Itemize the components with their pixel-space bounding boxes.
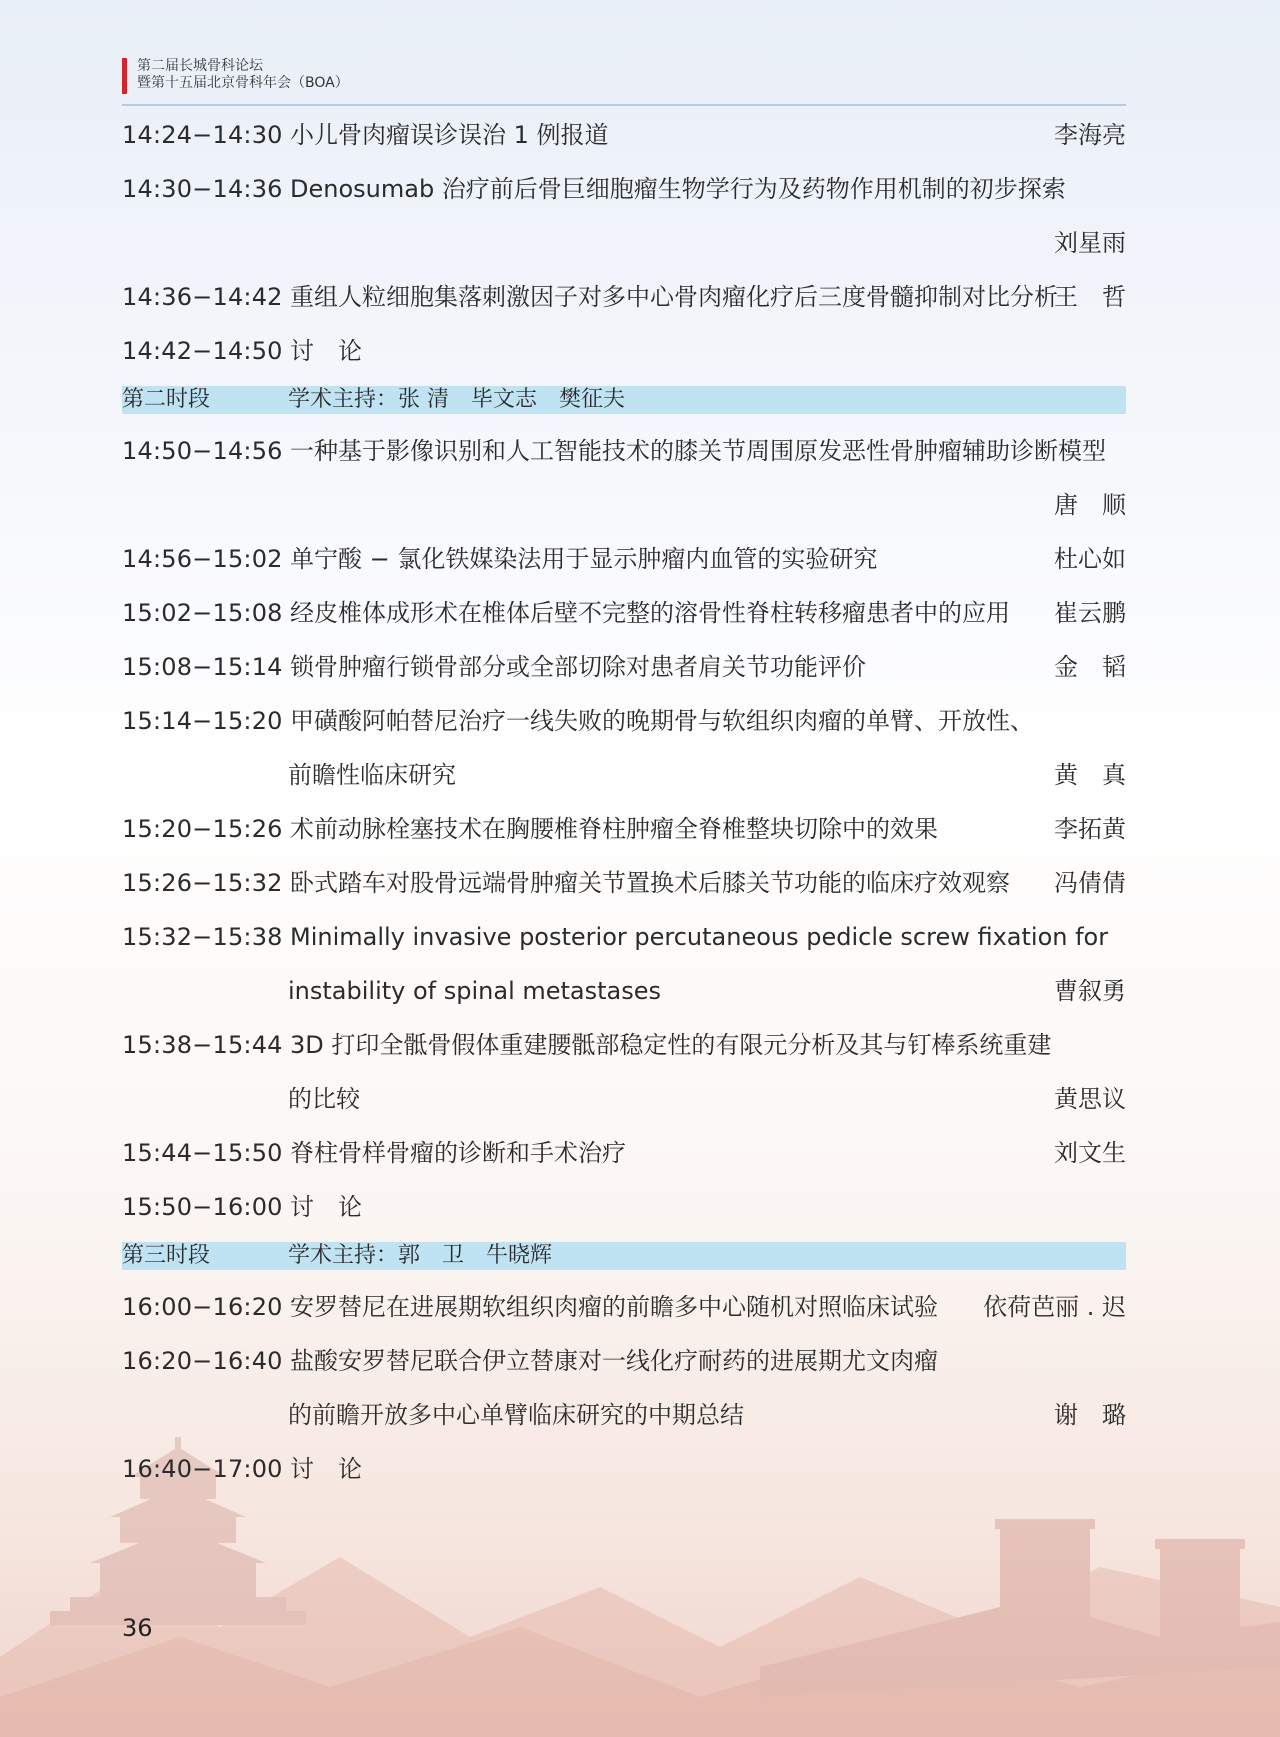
talk-speaker: 刘文生 (1054, 1139, 1126, 1167)
talk-speaker: 曹叙勇 (1054, 977, 1126, 1005)
talk-title: 甲磺酸阿帕替尼治疗一线失败的晚期骨与软组织肉瘤的单臂、开放性、 (290, 707, 1034, 735)
talk-title: 盐酸安罗替尼联合伊立替康对一线化疗耐药的进展期尤文肉瘤 (290, 1347, 938, 1375)
schedule-list (122, 108, 1126, 1496)
schedule-row-continuation (122, 1388, 1126, 1442)
talk-speaker: 冯倩倩 (1054, 869, 1126, 897)
talk-time: 14:24−14:30 (122, 121, 283, 149)
talk-time: 15:14−15:20 (122, 707, 283, 735)
schedule-row (122, 1180, 1126, 1234)
talk-time: 15:26−15:32 (122, 869, 283, 897)
schedule-row-continuation (122, 1072, 1126, 1126)
talk-time: 15:08−15:14 (122, 653, 283, 681)
talk-title: 重组人粒细胞集落刺激因子对多中心骨肉瘤化疗后三度骨髓抑制对比分析 (290, 283, 1058, 311)
schedule-row-continuation (122, 216, 1126, 270)
talk-time: 16:20−16:40 (122, 1347, 283, 1375)
talk-title: Minimally invasive posterior percutaneous pedicle screw fixation for (290, 923, 1109, 951)
talk-time: 14:30−14:36 (122, 175, 283, 203)
schedule-row (122, 802, 1126, 856)
schedule-row-continuation (122, 478, 1126, 532)
conference-subtitle: 暨第十五届北京骨科年会（BOA） (137, 75, 349, 91)
talk-speaker: 黄 真 (1054, 761, 1126, 789)
talk-title: 术前动脉栓塞技术在胸腰椎脊柱肿瘤全脊椎整块切除中的效果 (290, 815, 938, 843)
session-header (122, 1238, 1126, 1278)
talk-time: 15:02−15:08 (122, 599, 283, 627)
session-hosts: 学术主持：郭 卫 牛晓辉 (288, 1243, 553, 1268)
schedule-row (122, 162, 1126, 216)
talk-time: 15:38−15:44 (122, 1031, 283, 1059)
talk-title: 讨 论 (290, 337, 362, 365)
talk-title: 经皮椎体成形术在椎体后壁不完整的溶骨性脊柱转移瘤患者中的应用 (290, 599, 1010, 627)
talk-speaker: 金 韬 (1054, 653, 1126, 681)
session-hosts: 学术主持：张 清 毕文志 樊征夫 (288, 387, 625, 412)
page-number: 36 (122, 1614, 153, 1642)
talk-time: 14:56−15:02 (122, 545, 283, 573)
header-divider (122, 104, 1126, 106)
schedule-row (122, 532, 1126, 586)
talk-speaker: 刘星雨 (1054, 229, 1126, 257)
schedule-row (122, 324, 1126, 378)
talk-speaker: 杜心如 (1054, 545, 1126, 573)
schedule-row (122, 910, 1126, 964)
schedule-row (122, 1018, 1126, 1072)
talk-time: 15:44−15:50 (122, 1139, 283, 1167)
talk-speaker: 谢 璐 (1054, 1401, 1126, 1429)
talk-title: 脊柱骨样骨瘤的诊断和手术治疗 (290, 1139, 626, 1167)
schedule-row (122, 856, 1126, 910)
talk-title: 讨 论 (290, 1455, 362, 1483)
talk-speaker: 依荷芭丽 . 迟 (983, 1293, 1126, 1321)
talk-speaker: 李海亮 (1054, 121, 1126, 149)
talk-speaker: 黄思议 (1054, 1085, 1126, 1113)
talk-time: 15:50−16:00 (122, 1193, 283, 1221)
conference-header (122, 58, 349, 94)
talk-speaker: 唐 顺 (1054, 491, 1126, 519)
schedule-row-continuation (122, 748, 1126, 802)
schedule-row (122, 270, 1126, 324)
talk-title-continuation: instability of spinal metastases (288, 977, 662, 1005)
session-highlight-bar (122, 1242, 1126, 1270)
talk-title: 单宁酸 − 氯化铁媒染法用于显示肿瘤内血管的实验研究 (290, 545, 878, 573)
talk-title: 小儿骨肉瘤误诊误治 1 例报道 (290, 121, 609, 149)
talk-time: 16:40−17:00 (122, 1455, 283, 1483)
talk-time: 15:32−15:38 (122, 923, 283, 951)
schedule-row (122, 1126, 1126, 1180)
talk-time: 14:42−14:50 (122, 337, 283, 365)
schedule-row-continuation (122, 964, 1126, 1018)
schedule-row (122, 1334, 1126, 1388)
talk-time: 14:36−14:42 (122, 283, 283, 311)
session-label: 第三时段 (122, 1243, 211, 1268)
schedule-row (122, 694, 1126, 748)
session-header (122, 382, 1126, 422)
conference-title: 第二届长城骨科论坛 (137, 58, 263, 74)
schedule-row (122, 1442, 1126, 1496)
talk-speaker: 李拓黄 (1054, 815, 1126, 843)
schedule-row (122, 1280, 1126, 1334)
talk-speaker: 崔云鹏 (1054, 599, 1126, 627)
talk-title: 安罗替尼在进展期软组织肉瘤的前瞻多中心随机对照临床试验 (290, 1293, 938, 1321)
talk-title: 锁骨肿瘤行锁骨部分或全部切除对患者肩关节功能评价 (290, 653, 866, 681)
schedule-row (122, 586, 1126, 640)
talk-time: 16:00−16:20 (122, 1293, 283, 1321)
talk-title: 卧式踏车对股骨远端骨肿瘤关节置换术后膝关节功能的临床疗效观察 (290, 869, 1010, 897)
talk-title: 一种基于影像识别和人工智能技术的膝关节周围原发恶性骨肿瘤辅助诊断模型 (290, 437, 1106, 465)
session-label: 第二时段 (122, 387, 211, 412)
talk-title-continuation: 的比较 (288, 1085, 360, 1113)
talk-title: Denosumab 治疗前后骨巨细胞瘤生物学行为及药物作用机制的初步探索 (290, 175, 1066, 203)
talk-speaker: 王 哲 (1054, 283, 1126, 311)
talk-title-continuation: 前瞻性临床研究 (288, 761, 456, 789)
talk-title: 讨 论 (290, 1193, 362, 1221)
talk-title-continuation: 的前瞻开放多中心单臂临床研究的中期总结 (288, 1401, 744, 1429)
schedule-row (122, 108, 1126, 162)
talk-title: 3D 打印全骶骨假体重建腰骶部稳定性的有限元分析及其与钉棒系统重建 (290, 1031, 1052, 1059)
talk-time: 14:50−14:56 (122, 437, 283, 465)
schedule-row (122, 640, 1126, 694)
schedule-row (122, 424, 1126, 478)
talk-time: 15:20−15:26 (122, 815, 283, 843)
